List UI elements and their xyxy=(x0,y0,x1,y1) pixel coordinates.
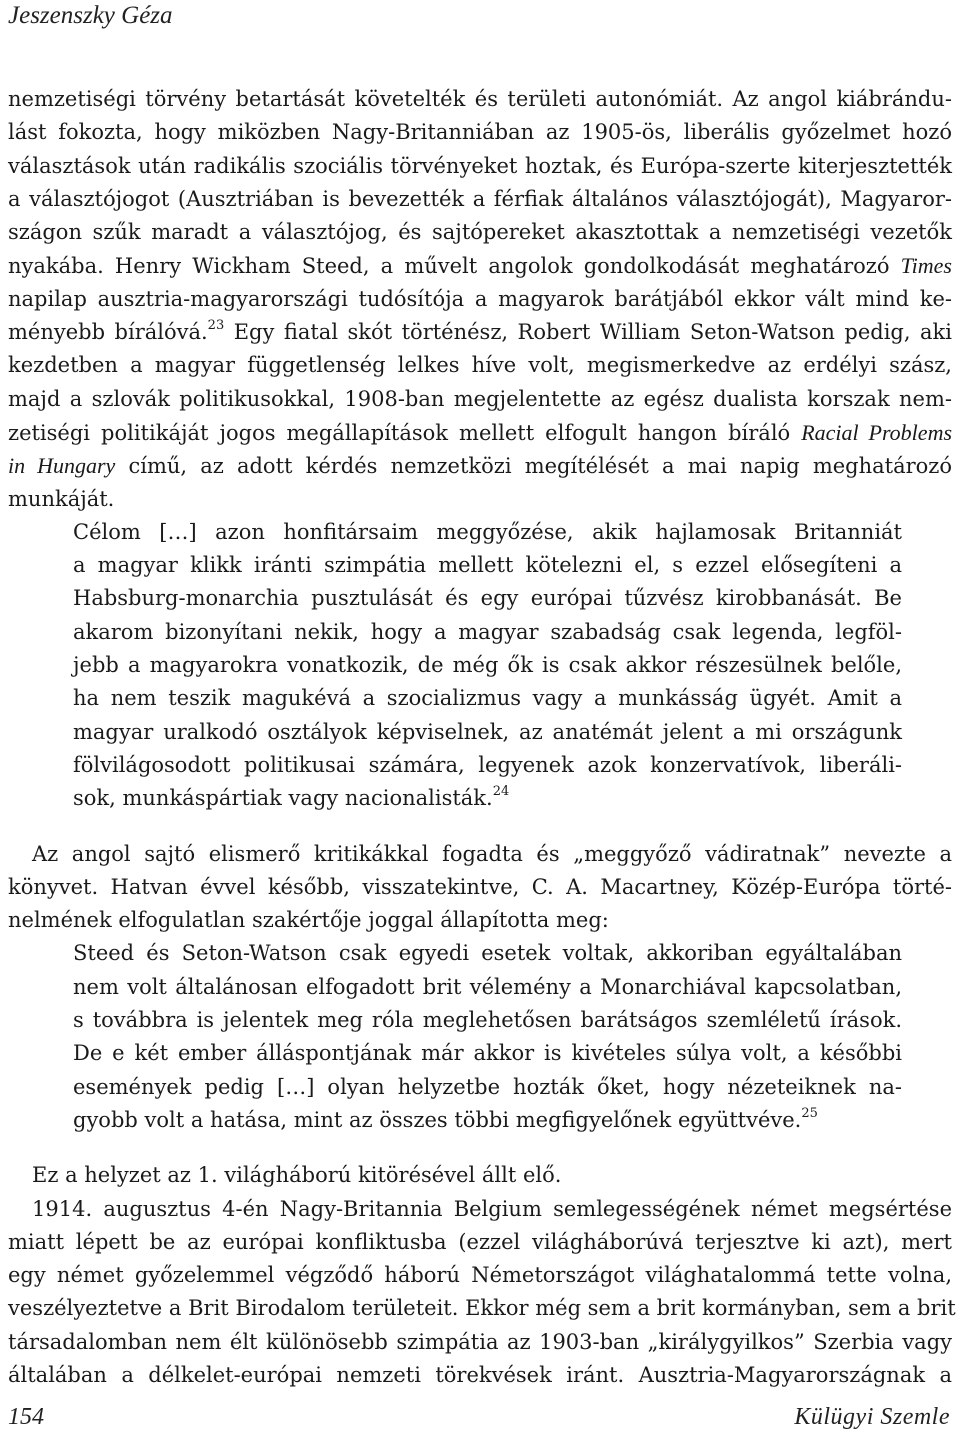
text-line: választások után radikális szociális törvényeket hoztak, és Európa-szerte kiterjesztették xyxy=(8,153,952,178)
text-segment: ményebb bírálóvá. xyxy=(8,320,208,345)
paragraph-4 xyxy=(8,1193,956,1393)
quote-line: fölvilágosodott politikusai számára, legyenek azok konzervatívok, liberáli- xyxy=(73,752,902,777)
quote-line xyxy=(73,1104,902,1137)
text-line: nelmének elfogulatlan szakértője joggal állapította meg: xyxy=(8,908,609,933)
text-line: miatt lépett be az európai konfliktusba (ezzel világháborúvá terjesztve ki azt), mert xyxy=(8,1229,952,1254)
quote-line: magyar uralkodó osztályok képviselnek, az anatémát jelent a mi országunk xyxy=(73,719,902,744)
text-segment: Egy fiatal skót történész, Robert William Seton-Watson pedig, aki xyxy=(224,320,952,345)
quote-line: Célom […] azon honfitársaim meggyőzése, akik hajlamosak Britanniát xyxy=(73,519,902,544)
text-line: egy német győzelemmel végződő háború Németországot világhatalommá tette volna, xyxy=(8,1263,952,1288)
body-text xyxy=(8,83,956,1392)
text-line: könyvet. Hatvan évvel később, visszatekintve, C. A. Macartney, Közép-Európa törté- xyxy=(8,874,952,899)
italic-title-in-hungary: in Hungary xyxy=(8,453,116,479)
quote-line xyxy=(73,782,902,815)
text-line: Ez a helyzet az 1. világháború kitörésével állt elő. xyxy=(32,1163,562,1188)
text-segment: sok, munkáspártiak vagy nacionalisták. xyxy=(73,786,493,811)
journal-title: Külügyi Szemle xyxy=(794,1404,950,1430)
text-line: majd a szlovák politikusokkal, 1908-ban megjelentette az egész dualista korszak nem- xyxy=(8,386,952,411)
text-line: a választójogot (Ausztriában is bevezették a férfiak általános választójogát), Magyaror- xyxy=(8,186,952,211)
quote-line: ha nem teszik magukévá a szocializmus vagy a munkásság ügyét. Amit a xyxy=(73,686,902,711)
quote-line: De e két ember álláspontjának már akkor is kivételes súlya volt, a későbbi xyxy=(73,1041,902,1066)
text-line: lást fokozta, hogy miközben Nagy-Britanniában az 1905-ös, liberális győzelmet hozó xyxy=(8,120,952,145)
block-quote-1 xyxy=(8,516,952,816)
text-line: Az angol sajtó elismerő kritikákkal fogadta és „meggyőző vádiratnak” nevezte a xyxy=(32,841,952,866)
text-line: általában a délkelet-európai nemzeti törekvések iránt. Ausztria-Magyarországnak a xyxy=(8,1362,952,1387)
quote-line: jebb a magyarokra vonatkozik, de még ők is csak akkor részesülnek belőle, xyxy=(73,653,902,678)
text-segment: zetiségi politikáját jogos megállapítások mellett elfogult hangon bíráló xyxy=(8,420,802,445)
text-line xyxy=(8,316,952,349)
italic-title-times: Times xyxy=(900,253,952,279)
quote-line: s továbbra is jelentek meg róla meglehetősen barátságos szemléletű írások. xyxy=(73,1008,902,1033)
text-line: munkáját. xyxy=(8,486,115,511)
running-header-author: Jeszenszky Géza xyxy=(8,2,173,29)
paragraph-1 xyxy=(8,83,952,516)
block-quote-2 xyxy=(8,937,952,1137)
paragraph-2 xyxy=(8,838,952,938)
quote-line: akarom bizonyítani nekik, hogy a magyar szabadság csak legenda, legföl- xyxy=(73,619,902,644)
text-line xyxy=(8,449,952,482)
quote-line: események pedig […] olyan helyzetbe hozták őket, hogy nézeteiknek na- xyxy=(73,1074,902,1099)
footnote-marker[interactable]: 24 xyxy=(492,784,510,800)
spacer xyxy=(8,816,952,838)
text-line: társadalomban nem élt különösebb szimpátia az 1903-ban „királygyilkos” Szerbia vagy xyxy=(8,1329,952,1354)
paragraph-3 xyxy=(8,1159,952,1192)
text-line: veszélyeztetve a Brit Birodalom területeit. Ekkor még sem a brit kormányban, sem a brit xyxy=(8,1296,956,1321)
spacer xyxy=(8,1137,952,1159)
quote-line: a magyar klikk iránti szimpátia mellett kötelezni el, s ezzel elősegíteni a xyxy=(73,553,902,578)
page-number: 154 xyxy=(8,1404,44,1430)
text-line: kezdetben a magyar függetlenség lelkes híve volt, megismerkedve az erdélyi szász, xyxy=(8,353,952,378)
footnote-marker[interactable]: 23 xyxy=(207,318,225,334)
text-segment: című, az adott kérdés nemzetközi megítélését a mai napig meghatározó xyxy=(115,454,952,479)
quote-line: Habsburg-monarchia pusztulását és egy európai tűzvész kirobbanását. Be xyxy=(73,586,902,611)
text-line: napilap ausztria-magyarországi tudósítója a magyarok barátjából ekkor vált mind ke- xyxy=(8,286,952,311)
italic-title-racial-problems: Racial Problems xyxy=(801,419,953,445)
text-line: szágon szűk maradt a választójog, és sajtópereket akasztottak a nemzetiségi vezetők xyxy=(8,220,952,245)
text-line xyxy=(8,416,952,449)
text-segment: nyakába. Henry Wickham Steed, a művelt angolok gondolkodását meghatározó xyxy=(8,254,901,279)
text-line xyxy=(8,249,952,282)
text-line: nemzetiségi törvény betartását követelték és területi autonómiát. Az angol kiábrándu- xyxy=(8,87,952,111)
text-segment: gyobb volt a hatása, mint az összes többi megfigyelőnek együttvéve. xyxy=(73,1107,802,1132)
footnote-marker[interactable]: 25 xyxy=(801,1105,818,1121)
text-line: 1914. augusztus 4-én Nagy-Britannia Belgium semlegességének német megsértése xyxy=(32,1196,952,1221)
quote-line: Steed és Seton-Watson csak egyedi esetek voltak, akkoriban egyáltalában xyxy=(73,941,902,966)
quote-line: nem volt általánosan elfogadott brit vélemény a Monarchiával kapcsolatban, xyxy=(73,974,902,999)
